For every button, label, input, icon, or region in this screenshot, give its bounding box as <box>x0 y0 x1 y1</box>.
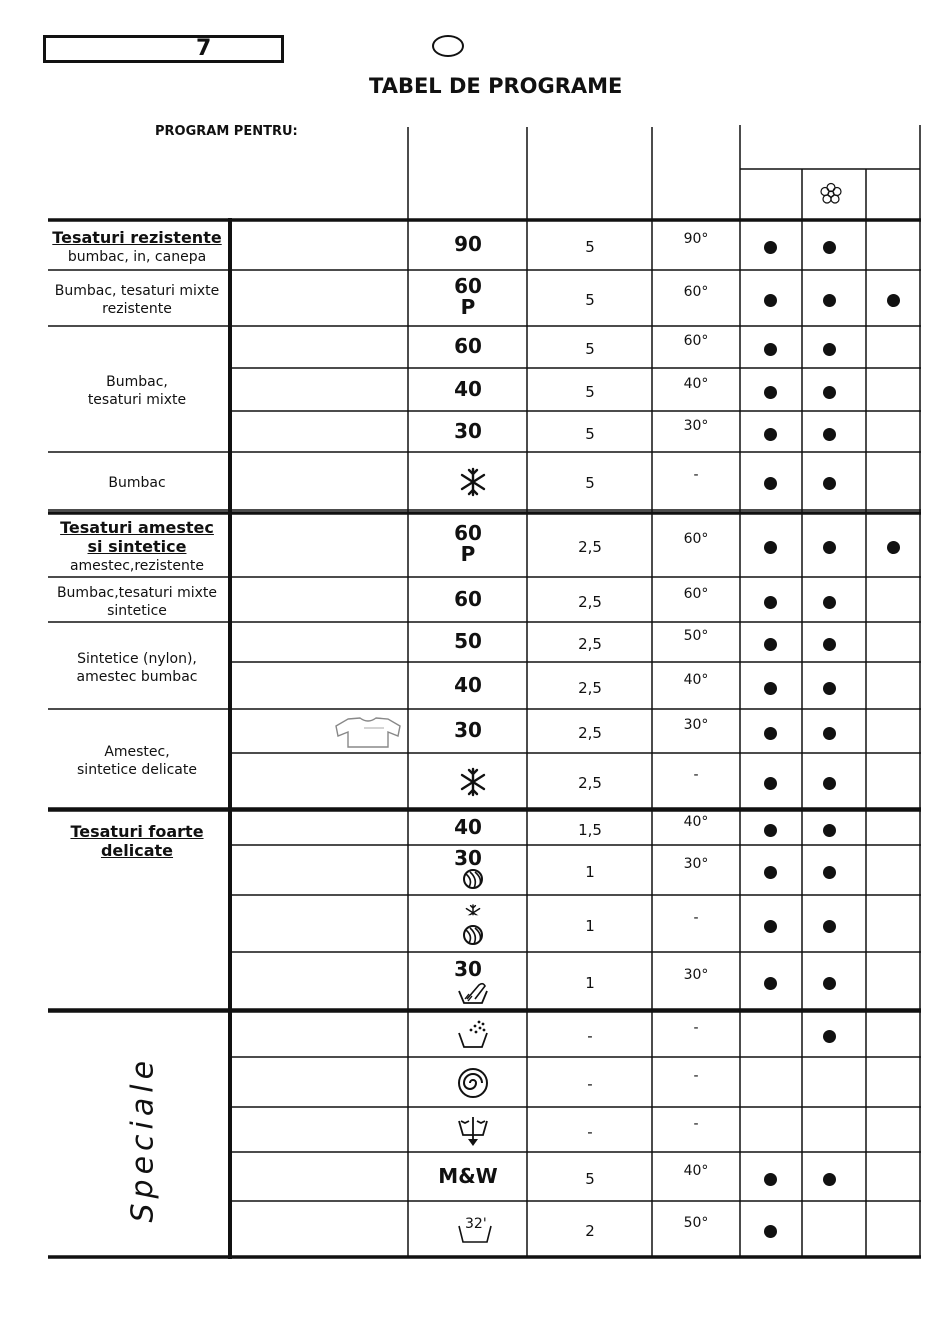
option-dot-2 <box>823 920 836 933</box>
option-dot-1 <box>764 596 777 609</box>
handwash-icon <box>455 979 491 1015</box>
program-symbol: 60 <box>454 274 482 298</box>
load-value: 1 <box>585 863 595 881</box>
snowflake-wool-icon <box>455 902 491 938</box>
program-symbol-suffix: P <box>460 295 476 319</box>
program-symbol: 90 <box>454 232 482 256</box>
option-dot-2 <box>823 477 836 490</box>
option-dot-1 <box>764 477 777 490</box>
category-title: Tesaturi amestec <box>60 518 214 537</box>
load-value: 5 <box>585 382 595 401</box>
temperature-value: - <box>693 1020 699 1036</box>
option-dot-2 <box>823 777 836 790</box>
option-dot-2 <box>823 343 836 356</box>
category-description: tesaturi mixte <box>87 392 187 408</box>
option-dot-2 <box>823 866 836 879</box>
category-description: Bumbac <box>108 475 166 491</box>
option-dot-1 <box>764 428 777 441</box>
option-dot-1 <box>764 727 777 740</box>
category-description: Bumbac, tesaturi mixte <box>54 283 220 299</box>
load-value: 1 <box>585 916 595 935</box>
wool-icon <box>455 868 491 904</box>
option-dot-1 <box>764 824 777 837</box>
load-value: 2,5 <box>578 592 602 611</box>
temperature-value: 90° <box>683 231 709 247</box>
svg-text:32': 32' <box>465 1216 487 1232</box>
option-dot-2 <box>823 541 836 554</box>
snowflake-icon <box>455 464 491 500</box>
rinse-icon <box>455 1017 491 1053</box>
snowflake-icon <box>455 764 491 800</box>
temperature-value: 40° <box>683 1162 709 1179</box>
quick-32-icon <box>455 1212 491 1248</box>
option-dot-2 <box>823 596 836 609</box>
option-dot-1 <box>764 241 777 254</box>
option-dot-1 <box>764 638 777 651</box>
program-symbol: 60 <box>454 586 482 611</box>
category-description: Sintetice (nylon), <box>77 650 197 667</box>
spin-icon <box>455 1065 491 1101</box>
load-value: - <box>587 1122 593 1141</box>
load-value: 5 <box>585 1169 595 1188</box>
category-title: Tesaturi rezistente <box>52 227 222 247</box>
load-value: 5 <box>585 340 595 358</box>
option-dot-2 <box>823 1030 836 1043</box>
category-description: Bumbac, <box>106 374 168 390</box>
option-dot-2 <box>823 638 836 651</box>
category-title: Tesaturi foarte <box>70 821 204 841</box>
option-dot-1 <box>764 682 777 695</box>
shirt-icon <box>334 716 402 750</box>
category-description: rezistente <box>102 301 172 317</box>
load-value: 1 <box>585 973 595 992</box>
option-dot-1 <box>764 777 777 790</box>
option-dot-1 <box>764 386 777 399</box>
temperature-value: 50° <box>683 1215 709 1231</box>
program-symbol: 30 <box>454 956 482 981</box>
temperature-value: 60° <box>683 284 709 300</box>
load-value: 1,5 <box>578 820 602 839</box>
option-dot-3 <box>887 294 900 307</box>
temperature-value: - <box>693 909 699 926</box>
speciale-label: Speciale <box>125 1055 161 1223</box>
category-description: amestec bumbac <box>76 668 198 685</box>
option-dot-2 <box>823 977 836 990</box>
temperature-value: 30° <box>683 417 709 434</box>
program-symbol: 30 <box>454 718 482 742</box>
option-dot-1 <box>764 920 777 933</box>
category-description: bumbac, in, canepa <box>67 248 207 265</box>
load-value: 2,5 <box>578 724 602 742</box>
program-symbol: 40 <box>454 814 482 839</box>
load-value: 2,5 <box>578 538 602 556</box>
load-value: 5 <box>585 474 595 492</box>
category-title: delicate <box>100 840 174 860</box>
option-dot-2 <box>823 1173 836 1186</box>
flower-icon <box>818 181 844 207</box>
program-symbol: M&W <box>438 1163 498 1188</box>
load-value: 5 <box>585 291 595 309</box>
category-description: sintetice <box>107 602 167 619</box>
option-dot-1 <box>764 1225 777 1238</box>
table-subtitle: PROGRAM PENTRU: <box>155 124 298 139</box>
option-dot-1 <box>764 541 777 554</box>
option-dot-1 <box>764 866 777 879</box>
temperature-value: 60° <box>683 333 709 349</box>
category-description: Amestec, <box>104 743 170 760</box>
program-symbol: 60 <box>454 521 482 545</box>
program-symbol: 40 <box>454 672 482 697</box>
program-symbol: 50 <box>454 629 482 653</box>
page-title: TABEL DE PROGRAME <box>369 74 623 98</box>
option-dot-1 <box>764 343 777 356</box>
drain-icon <box>455 1113 491 1149</box>
temperature-value: 40° <box>683 671 709 688</box>
option-dot-2 <box>823 241 836 254</box>
temperature-value: 40° <box>683 813 709 830</box>
option-dot-2 <box>823 727 836 740</box>
option-dot-1 <box>764 977 777 990</box>
temperature-value: 60° <box>683 585 709 602</box>
option-dot-2 <box>823 428 836 441</box>
load-value: 5 <box>585 238 595 256</box>
temperature-value: - <box>693 1068 699 1084</box>
category-description: sintetice delicate <box>77 761 197 778</box>
load-value: - <box>587 1027 593 1045</box>
program-symbol: 30 <box>454 846 482 870</box>
load-value: 2 <box>585 1222 595 1240</box>
temperature-value: 30° <box>683 966 709 983</box>
category-description: Bumbac,tesaturi mixte <box>56 584 218 601</box>
program-symbol-suffix: P <box>460 542 476 566</box>
temperature-value: 60° <box>683 531 709 547</box>
option-dot-2 <box>823 824 836 837</box>
program-symbol: 40 <box>454 376 482 401</box>
load-value: 2,5 <box>578 635 602 653</box>
temperature-value: 30° <box>683 856 709 872</box>
temperature-value: - <box>693 467 699 483</box>
program-symbol: 60 <box>454 334 482 358</box>
program-symbol: 30 <box>454 418 482 443</box>
page-number: 7 <box>196 36 212 61</box>
option-dot-1 <box>764 1173 777 1186</box>
option-dot-1 <box>764 294 777 307</box>
option-dot-3 <box>887 541 900 554</box>
load-value: - <box>587 1075 593 1093</box>
temperature-value: - <box>693 1115 699 1132</box>
temperature-value: 50° <box>683 628 709 644</box>
option-dot-2 <box>823 386 836 399</box>
temperature-value: 40° <box>683 375 709 392</box>
option-dot-2 <box>823 294 836 307</box>
temperature-value: 30° <box>683 717 709 733</box>
load-value: 2,5 <box>578 678 602 697</box>
temperature-value: - <box>693 766 699 783</box>
load-value: 2,5 <box>578 773 602 792</box>
category-title: si sintetice <box>87 537 187 556</box>
category-description: amestec,rezistente <box>69 558 205 574</box>
option-dot-2 <box>823 682 836 695</box>
load-value: 5 <box>585 424 595 443</box>
